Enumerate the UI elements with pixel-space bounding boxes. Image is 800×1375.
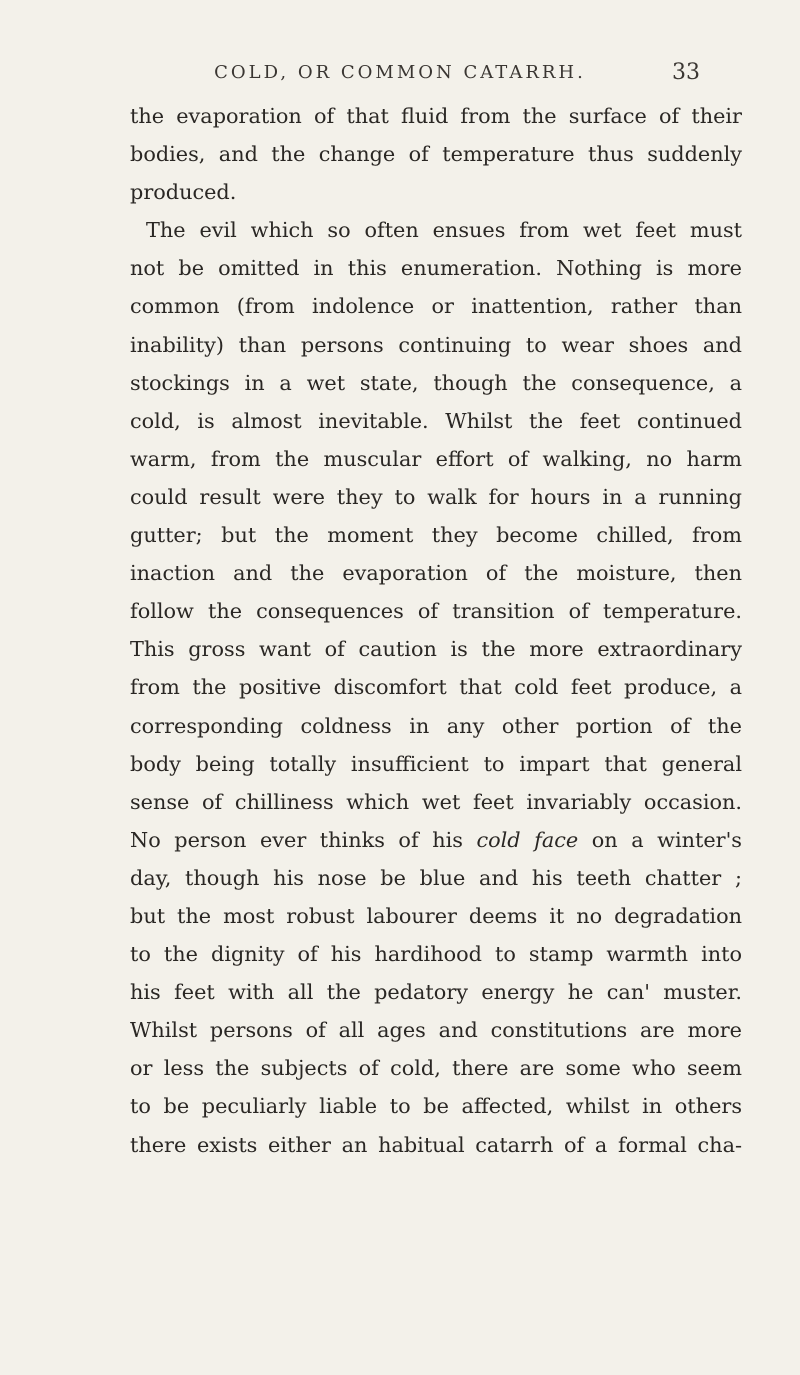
text-segment: No person ever thinks of his (130, 827, 477, 852)
text-line: follow the consequences of transition of temperature. (130, 599, 742, 624)
text-line: corresponding coldness in any other portion of the (130, 713, 742, 738)
running-title: COLD, OR COMMON CATARRH. (214, 62, 586, 83)
text-line: day, though his nose be blue and his teeth chatter ; (130, 865, 742, 890)
text-line: Whilst persons of all ages and constitutions are more (130, 1018, 742, 1043)
body-text (130, 97, 742, 1164)
text-line: gutter; but the moment they become chilled, from (130, 523, 742, 548)
text-line: sense of chilliness which wet feet invariably occasion. (130, 789, 742, 814)
text-line: cold, is almost inevitable. Whilst the feet continued (130, 408, 742, 433)
text-line: but the most robust labourer deems it no degradation (130, 903, 742, 928)
text-line: or less the subjects of cold, there are some who seem (130, 1056, 742, 1081)
italic-phrase: cold face (476, 827, 579, 852)
text-line: bodies, and the change of temperature thus suddenly (130, 142, 742, 167)
text-line: stockings in a wet state, though the consequence, a (130, 370, 742, 395)
text-line: inability) than persons continuing to wear shoes and (130, 332, 742, 357)
text-line: warm, from the muscular effort of walking, no harm (130, 446, 742, 471)
text-line: The evil which so often ensues from wet feet must (146, 218, 742, 243)
text-line: to be peculiarly liable to be affected, whilst in others (130, 1094, 742, 1119)
text-segment: on a winter's (578, 827, 742, 852)
page-number: 33 (672, 60, 700, 85)
text-line: the evaporation of that fluid from the surface of their (130, 104, 742, 128)
text-line: not be omitted in this enumeration. Nothing is more (130, 256, 742, 281)
running-head (0, 62, 800, 92)
text-line: produced. (130, 180, 237, 205)
text-line: there exists either an habitual catarrh of a formal cha- (130, 1132, 742, 1157)
text-line: common (from indolence or inattention, rather than (130, 294, 742, 319)
text-line: This gross want of caution is the more extraordinary (130, 637, 742, 662)
text-line-with-italic (130, 821, 742, 859)
text-line: inaction and the evaporation of the moisture, then (130, 561, 742, 586)
text-line: his feet with all the pedatory energy he can' muster. (130, 980, 742, 1005)
text-line: could result were they to walk for hours in a running (130, 484, 742, 509)
text-line: to the dignity of his hardihood to stamp warmth into (130, 942, 742, 967)
text-line: body being totally insufficient to impart that general (130, 751, 742, 776)
text-line: from the positive discomfort that cold feet produce, a (130, 675, 742, 700)
